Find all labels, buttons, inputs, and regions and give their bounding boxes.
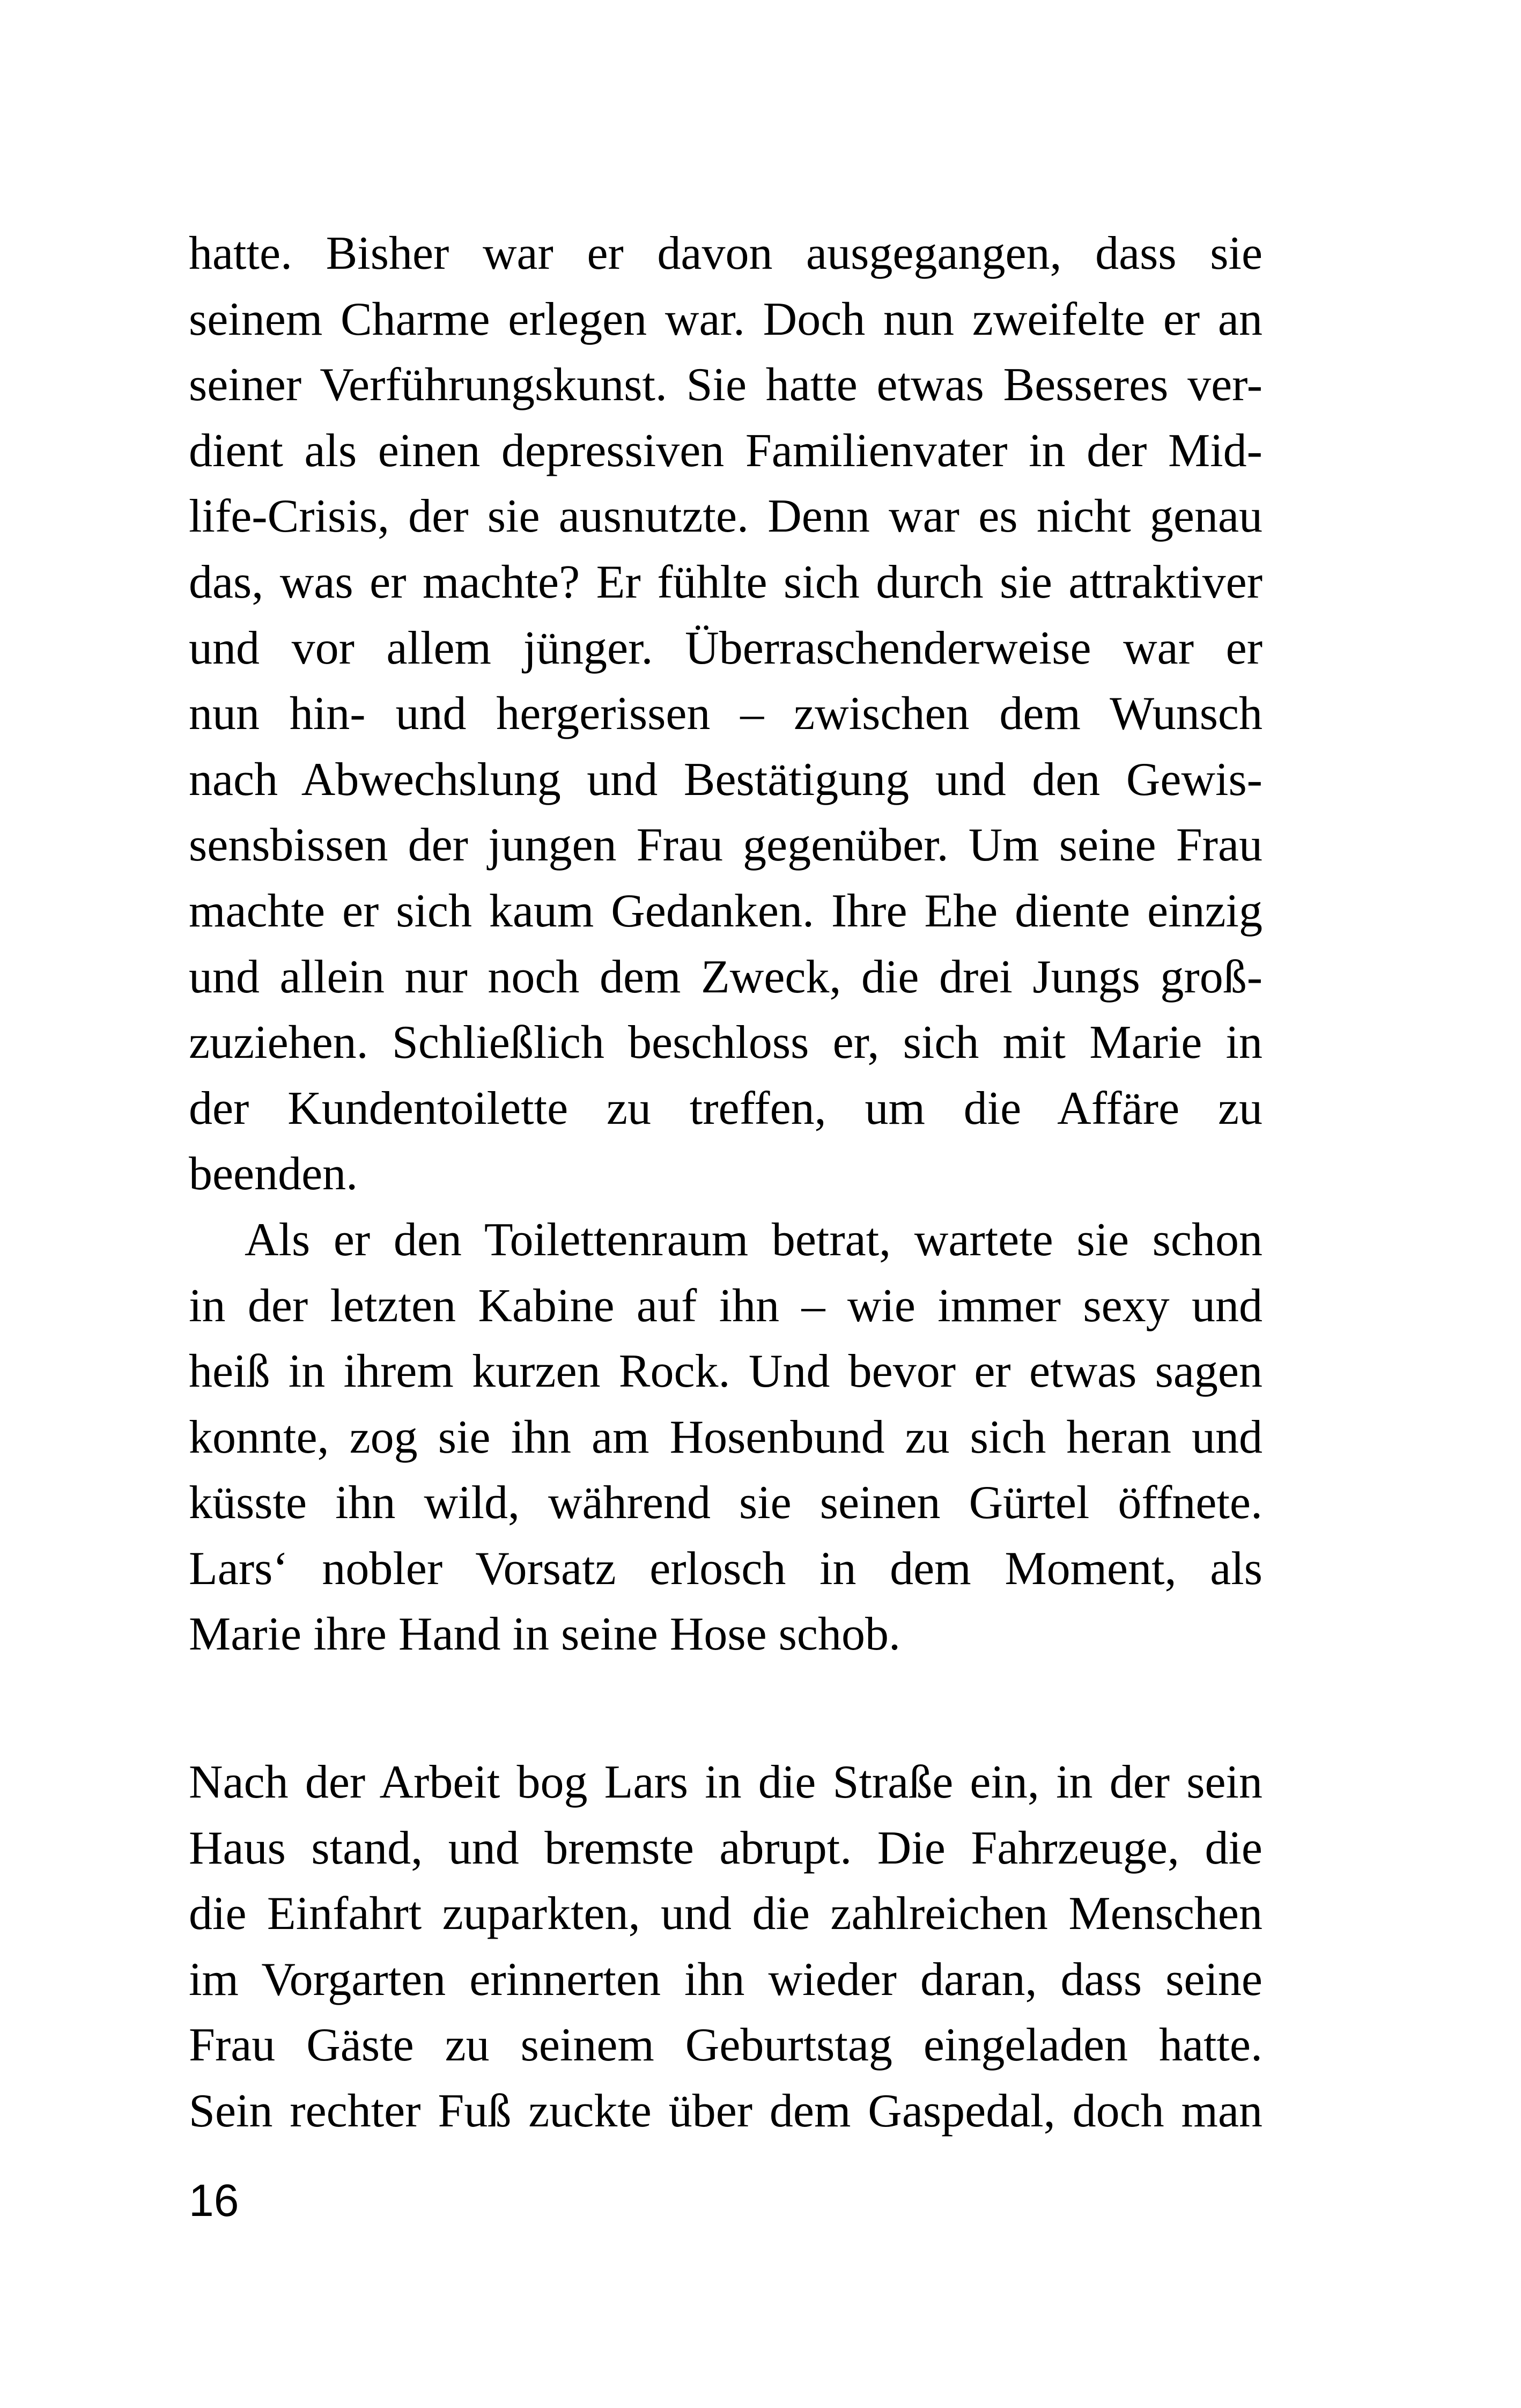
text-line: in der letzten Kabine auf ihn – wie immer sexy und [189, 1279, 1262, 1332]
text-line: hatte. Bisher war er davon ausgegangen, dass sie [189, 227, 1262, 279]
text-line: Frau Gäste zu seinem Geburtstag eingeladen hatte. [189, 2019, 1262, 2072]
text-line: die Einfahrt zuparkten, und die zahlreichen Menschen [189, 1888, 1262, 1940]
paragraph-end-line: beenden. [189, 1148, 358, 1201]
text-line: konnte, zog sie ihn am Hosenbund zu sich heran und [189, 1411, 1262, 1463]
text-line: seinem Charme erlegen war. Doch nun zweifelte er an [189, 293, 1262, 345]
text-line: dient als einen depressiven Familienvater in der Mid- [189, 424, 1262, 477]
text-line: life-Crisis, der sie ausnutzte. Denn war es nicht genau [189, 490, 1262, 543]
text-line: und allein nur noch dem Zweck, die drei Jungs groß- [189, 951, 1262, 1003]
text-line: Nach der Arbeit bog Lars in die Straße ein, in der sein [189, 1756, 1262, 1808]
text-section-1 [189, 221, 1262, 1668]
text-line: sensbissen der jungen Frau gegenüber. Um seine Frau [189, 819, 1262, 872]
text-line: der Kundentoilette zu treffen, um die Affäre zu [189, 1082, 1262, 1135]
text-line: Haus stand, und bremste abrupt. Die Fahrzeuge, die [189, 1822, 1262, 1874]
text-line: zuziehen. Schließlich beschloss er, sich mit Marie in [189, 1017, 1262, 1069]
text-line: nun hin- und hergerissen – zwischen dem Wunsch [189, 688, 1262, 740]
text-line: Lars‘ nobler Vorsatz erlosch in dem Moment, als [189, 1542, 1262, 1595]
page-number: 16 [189, 2175, 239, 2226]
text-line: das, was er machte? Er fühlte sich durch sie attraktiver [189, 556, 1262, 608]
text-line: machte er sich kaum Gedanken. Ihre Ehe diente einzig [189, 885, 1262, 937]
paragraph-end-line: Marie ihre Hand in seine Hose schob. [189, 1608, 900, 1661]
text-line: küsste ihn wild, während sie seinen Gürtel öffnete. [189, 1477, 1262, 1529]
text-section-2 [189, 1750, 1262, 2145]
paragraph-start-line: Als er den Toilettenraum betrat, wartete sie schon [245, 1213, 1262, 1266]
text-line: Sein rechter Fuß zuckte über dem Gaspedal, doch man [189, 2085, 1262, 2137]
text-line: seiner Verführungskunst. Sie hatte etwas Besseres ver- [189, 359, 1262, 411]
text-line: und vor allem jünger. Überraschenderweise war er [189, 622, 1262, 674]
text-line: heiß in ihrem kurzen Rock. Und bevor er etwas sagen [189, 1345, 1262, 1398]
text-line: nach Abwechslung und Bestätigung und den Gewis- [189, 753, 1262, 806]
text-line: im Vorgarten erinnerten ihn wieder daran, dass seine [189, 1953, 1262, 2006]
